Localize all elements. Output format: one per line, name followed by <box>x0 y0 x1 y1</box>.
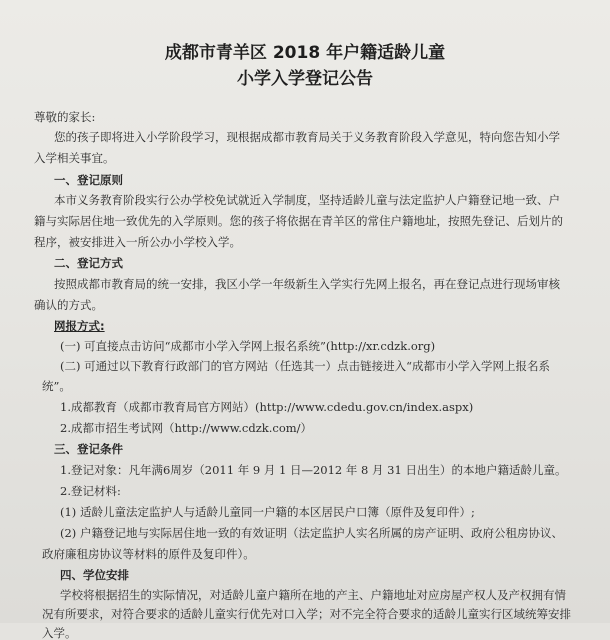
section4-line: 入学。 <box>42 626 77 640</box>
online-option-2-cont: 统”。 <box>42 379 71 393</box>
section3-line: 1.登记对象：凡年满6周岁（2011 年 9 月 1 日—2012 年 8 月 31 日出生）的本地户籍适龄儿童。 <box>60 463 567 477</box>
section4-line: 学校将根据招生的实际情况，对适龄儿童户籍所在地的产主、户籍地址对应房屋产权人及产权拥有情 <box>60 588 566 602</box>
section2-heading: 二、登记方式 <box>54 256 123 270</box>
section3-line: 2.登记材料: <box>60 484 121 498</box>
section2-line: 按照成都市教育局的统一安排，我区小学一年级新生入学实行先网上报名，再在登记点进行现场审核 <box>54 277 560 291</box>
salutation: 尊敬的家长: <box>34 110 96 124</box>
notice-title-line1: 成都市青羊区 2018 年户籍适龄儿童 <box>164 43 446 63</box>
section2-line: 确认的方式。 <box>34 298 103 312</box>
section4-heading: 四、学位安排 <box>60 568 129 582</box>
section3-line: (2) 户籍登记地与实际居住地一致的有效证明（法定监护人实名所属的房产证明、政府公租房协议、 <box>60 526 563 540</box>
section3-heading: 三、登记条件 <box>54 442 123 456</box>
section1-line: 本市义务教育阶段实行公办学校免试就近入学制度，坚持适龄儿童与法定监护人户籍登记地一致、户 <box>54 193 560 207</box>
website-cdzk: 2.成都市招生考试网（http://www.cdzk.com/） <box>60 421 313 435</box>
intro-line: 入学相关事宜。 <box>34 151 115 165</box>
notice-title-line2: 小学入学登记公告 <box>237 69 373 89</box>
section4-line: 况有所要求，对符合要求的适龄儿童实行优先对口入学；对不完全符合要求的适龄儿童实行区域统筹安排 <box>42 607 571 621</box>
section1-line: 程序，被安排进入一所公办小学校入学。 <box>34 235 241 249</box>
intro-line: 您的孩子即将进入小学阶段学习，现根据成都市教育局关于义务教育阶段入学意见，特向您告知小学 <box>54 130 560 144</box>
online-option-1: (一) 可直接点击访问“成都市小学入学网上报名系统”(http://xr.cdzk.org) <box>60 339 436 353</box>
section1-line: 籍与实际居住地一致优先的入学原则。您的孩子将依据在青羊区的常住户籍地址，按照先登记、后划片的 <box>34 214 563 228</box>
online-option-2: (二) 可通过以下教育行政部门的官方网站（任选其一）点击链接进入“成都市小学入学网上报名系 <box>60 359 551 373</box>
online-heading: 网报方式: <box>54 319 105 333</box>
section1-heading: 一、登记原则 <box>54 173 123 187</box>
website-cdedu: 1.成都教育（成都市教育局官方网站）(http://www.cdedu.gov.cn/index.aspx) <box>60 400 474 414</box>
section3-line: (1) 适龄儿童法定监护人与适龄儿童同一户籍的本区居民户口簿（原件及复印件）; <box>60 505 475 519</box>
section3-line: 政府廉租房协议等材料的原件及复印件）。 <box>42 547 255 561</box>
